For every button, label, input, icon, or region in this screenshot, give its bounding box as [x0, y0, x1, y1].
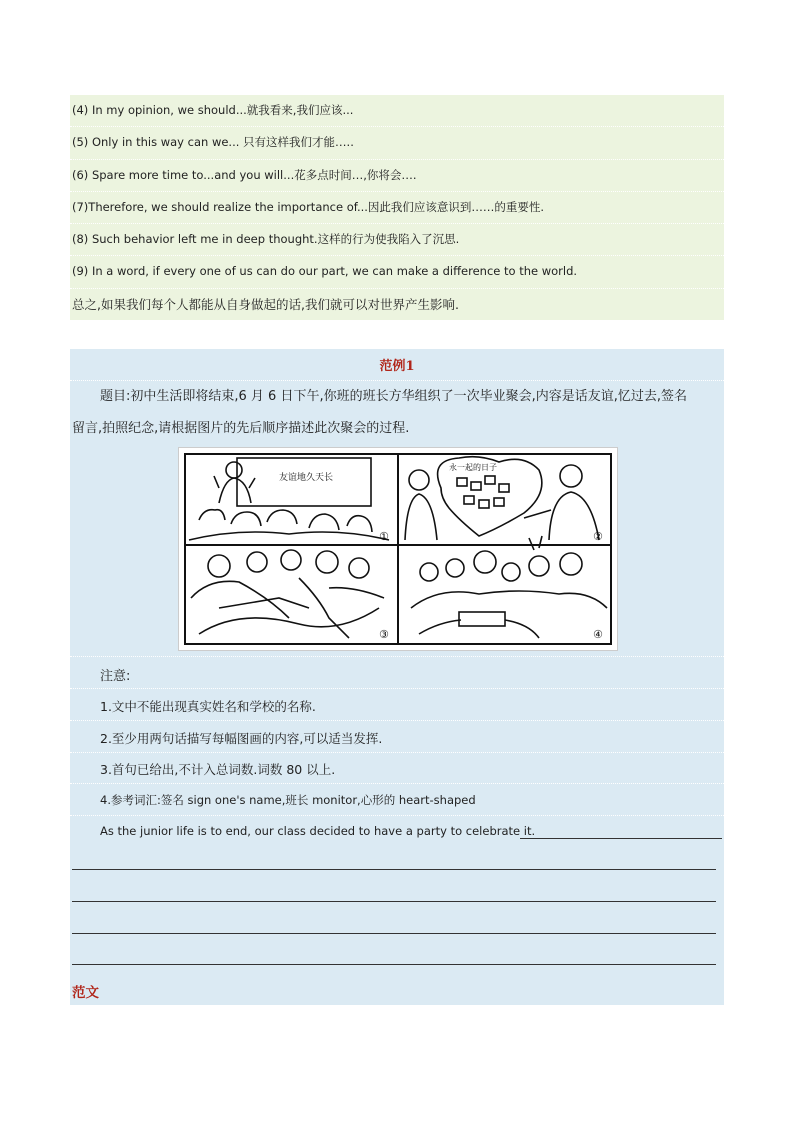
example-title: 范例1: [379, 359, 415, 374]
panel-2-drawing: [405, 457, 599, 540]
panel-1-drawing: [189, 458, 389, 540]
comic-drawing: [179, 448, 617, 650]
phrase-9-translation: 总之,如果我们每个人都能从自身做起的话,我们就可以对世界产生影响.: [72, 296, 459, 312]
answer-line-3[interactable]: [72, 933, 716, 934]
answer-line-1[interactable]: [72, 869, 716, 870]
phrase-4: (4) In my opinion, we should...就我看来,我们应该...: [70, 95, 724, 127]
prompt-line-2: 留言,拍照纪念,请根据图片的先后顺序描述此次聚会的过程.: [72, 421, 410, 436]
phrase-8: (8) Such behavior left me in deep thought.这样的行为使我陷入了沉思.: [70, 224, 724, 256]
model-essay-label: 范文: [72, 985, 99, 1001]
note-3: 3.首句已给出,不计入总词数.词数 80 以上.: [100, 762, 336, 777]
note-4: 4.参考词汇:签名 sign one's name,班长 monitor,心形的 heart-shaped: [100, 793, 476, 807]
answer-line-2[interactable]: [72, 901, 716, 902]
prompt-line-1: 题目:初中生活即将结束,6 月 6 日下午,你班的班长方华组织了一次毕业聚会,内容是话友谊,忆过去,签名: [100, 389, 687, 404]
first-sentence: As the junior life is to end, our class decided to have a party to celebrate it.: [100, 824, 536, 838]
panel-1-number: ①: [379, 530, 389, 543]
phrase-9: (9) In a word, if every one of us can do our part, we can make a difference to the world.: [70, 256, 724, 288]
panel-4-number: ④: [593, 628, 603, 641]
notes-title: 注意:: [100, 669, 131, 684]
note-1: 1.文中不能出现真实姓名和学校的名称.: [100, 699, 316, 714]
panel-3-drawing: [191, 550, 384, 638]
answer-line-4[interactable]: [72, 964, 716, 965]
phrase-5: (5) Only in this way can we... 只有这样我们才能…..: [70, 127, 724, 159]
comic-illustration: [178, 447, 618, 651]
panel-2-number: ②: [593, 530, 603, 543]
panel-3-number: ③: [379, 628, 389, 641]
note-2: 2.至少用两句话描写每幅图画的内容,可以适当发挥.: [100, 731, 383, 746]
panel-4-drawing: [411, 536, 607, 638]
phrase-6: (6) Spare more time to...and you will...花多点时间…,你将会….: [70, 160, 724, 192]
answer-line-0[interactable]: [520, 838, 722, 839]
board-text: 友谊地久天长: [279, 473, 334, 483]
example-box: [70, 349, 724, 1005]
phrases-box: [70, 95, 724, 320]
phrase-7: (7)Therefore, we should realize the importance of...因此我们应该意识到……的重要性.: [70, 192, 724, 224]
heart-text: 永一起的日子: [449, 463, 497, 472]
